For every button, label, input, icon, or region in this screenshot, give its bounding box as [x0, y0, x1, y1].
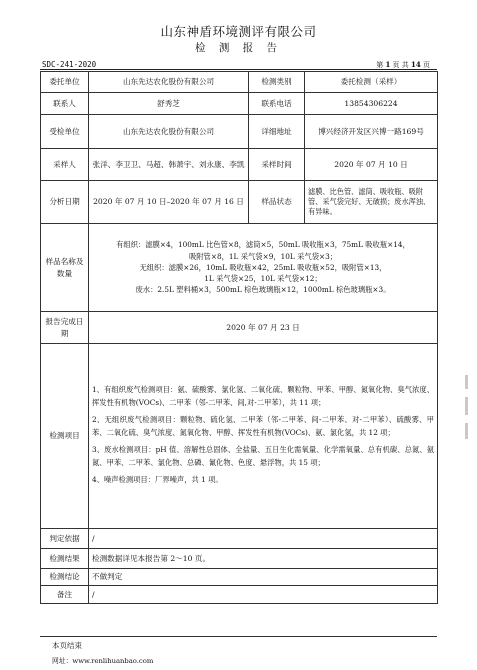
sample-line: 吸附管×8，1L 采气袋×9，10L 采气袋×3；	[188, 251, 338, 261]
conclusion-label: 检测结论	[41, 569, 89, 586]
items-list	[89, 344, 438, 529]
table-row	[41, 93, 438, 115]
item-paragraph: 3、废水检测项目：pH 值、溶解性总固体、全盐量、五日生化需氧量、化学需氧量、总有机碳、总氮、氨氮、甲苯、二甲苯、氯化物、总磷、氰化物、色度、悬浮物，共 15 项；	[92, 444, 434, 468]
phone-label: 联系电话	[249, 93, 305, 115]
sample-line: 无组织：滤膜×26，10mL 吸收瓶×42，25mL 吸收瓶×52，吸附管×13，	[139, 262, 387, 272]
client-label: 委托单位	[41, 72, 89, 93]
seal-stripe-icon	[462, 375, 472, 445]
phone-value: 13854306224	[305, 93, 438, 115]
contact-label: 联系人	[41, 93, 89, 115]
client-value: 山东先达农化股份有限公司	[89, 72, 249, 93]
analysis-date-label: 分析日期	[41, 181, 89, 224]
sample-name-label: 样品名称及数量	[41, 224, 89, 312]
table-row	[41, 312, 438, 344]
remark-value: /	[89, 586, 438, 604]
basis-label: 判定依据	[41, 529, 89, 549]
table-row	[41, 344, 438, 529]
page-mid: 页 共	[392, 61, 409, 69]
inspected-label: 受检单位	[41, 115, 89, 149]
sample-line: 有组织：滤膜×4，100mL 比色管×8，滤筒×5，50mL 吸收瓶×3，75mL 吸收瓶×14，	[116, 240, 410, 250]
website-link[interactable]: 网址：www.renlihuanbao.com	[52, 657, 154, 665]
table-row	[41, 549, 438, 569]
inspected-value: 山东先达农化股份有限公司	[89, 115, 249, 149]
footer-rule	[40, 636, 437, 637]
items-label: 检测项目	[41, 344, 89, 529]
item-paragraph: 1、有组织废气检测项目：氨、硫酸雾、氯化氢、二氧化硫、颗粒物、甲苯、甲醇、氮氧化物、臭气浓度、挥发性有机物(VOCs)、二甲苯（邻-二甲苯、间,对-二甲苯），共 11 项；	[92, 384, 434, 408]
table-row	[41, 115, 438, 149]
sample-list	[89, 224, 438, 312]
page-end-note: 本页结束	[52, 641, 82, 650]
sampling-time-label: 采样时间	[249, 149, 305, 181]
category-value: 委托检测（采样）	[305, 72, 438, 93]
page-number: 1	[385, 60, 391, 69]
report-number: SDC-241-2020	[42, 60, 97, 69]
contact-value: 舒秀芝	[89, 93, 249, 115]
table-row	[41, 529, 438, 549]
category-label: 检测类别	[249, 72, 305, 93]
address-label: 详细地址	[249, 115, 305, 149]
table-row	[41, 586, 438, 604]
address-value: 博兴经济开发区兴博一路169号	[305, 115, 438, 149]
basis-value: /	[89, 529, 438, 549]
complete-date-value: 2020 年 07 月 23 日	[89, 312, 438, 344]
item-paragraph: 4、噪声检测项目：厂界噪声，共 1 项。	[92, 474, 223, 484]
report-info-table	[40, 71, 438, 604]
conclusion-value: 不做判定	[89, 569, 438, 586]
analysis-date-value: 2020 年 07 月 10 日–2020 年 07 月 16 日	[89, 181, 249, 224]
sample-line: 1L 采气袋×25，10L 采气袋×12；	[204, 274, 322, 284]
table-row	[41, 569, 438, 586]
page-suffix: 页	[423, 61, 430, 69]
table-row	[41, 224, 438, 312]
sample-line: 废水：2.5L 塑料桶×3，500mL 棕色玻璃瓶×12，1000mL 棕色玻璃瓶×3。	[135, 285, 391, 295]
binding-seal-mark	[462, 375, 472, 445]
sampler-value: 张洋、李卫卫、马超、韩萧宇、刘永康、李凯	[89, 149, 249, 181]
page-prefix: 第	[376, 61, 384, 69]
result-label: 检测结果	[41, 549, 89, 569]
sampler-label: 采样人	[41, 149, 89, 181]
sample-state-label: 样品状态	[249, 181, 305, 224]
company-name: 山东神盾环境测评有限公司	[160, 24, 317, 39]
result-value: 检测数据详见本报告第 2～10 页。	[89, 549, 438, 569]
table-row	[41, 149, 438, 181]
item-paragraph: 2、无组织废气检测项目：颗粒物、硫化氢、二甲苯（邻-二甲苯、间-二甲苯、对-二甲苯）、硫酸雾、甲苯、二氧化硫、臭气浓度、氮氧化物、甲醇、挥发性有机物(VOCs)、氨、氯化氢，共 12 项；	[92, 414, 434, 438]
header-rule	[40, 69, 437, 70]
sampling-time-value: 2020 年 07 月 10 日	[305, 149, 438, 181]
page-total: 14	[411, 60, 421, 69]
table-row	[41, 72, 438, 93]
complete-date-label: 报告完成日期	[41, 312, 89, 344]
sample-state-value: 滤膜、比色管、滤筒、吸收瓶、吸附管、采气袋完好、无破损；废水浑浊、有异味。	[305, 181, 438, 224]
document-title: 检 测 报 告	[194, 42, 282, 54]
table-row	[41, 181, 438, 224]
remark-label: 备注	[41, 586, 89, 604]
